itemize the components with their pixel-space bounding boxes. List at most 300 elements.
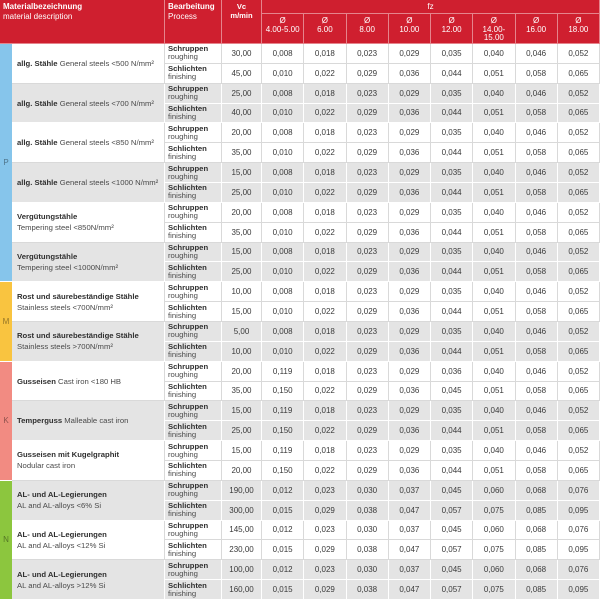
fz-value: 0,051 [473, 302, 515, 322]
fz-value: 0,037 [389, 481, 431, 501]
fz-value: 0,085 [516, 501, 558, 521]
fz-value: 0,008 [262, 282, 304, 302]
fz-value: 0,037 [389, 560, 431, 580]
process-label-de: Schlichten [168, 580, 207, 590]
process-label-en: roughing [168, 528, 198, 538]
process-cell [165, 461, 222, 481]
fz-value: 0,029 [389, 84, 431, 104]
process-label-en: finishing [168, 72, 197, 82]
fz-value: 0,058 [516, 302, 558, 322]
fz-value: 0,023 [347, 243, 389, 263]
fz-value: 0,052 [558, 84, 600, 104]
diameter-value: 8.00 [359, 24, 375, 34]
process-label-en: finishing [168, 429, 197, 439]
fz-value: 0,036 [431, 362, 473, 382]
header-process-en: Process [168, 11, 197, 21]
fz-value: 0,022 [304, 342, 346, 362]
fz-value: 0,044 [431, 223, 473, 243]
process-label-de: Schruppen [168, 481, 209, 491]
fz-value: 0,022 [304, 421, 346, 441]
fz-value: 0,046 [516, 282, 558, 302]
fz-value: 0,029 [304, 540, 346, 560]
vc-value: 20,00 [222, 461, 262, 481]
diameter-symbol: Ø [321, 16, 328, 25]
fz-value: 0,044 [431, 421, 473, 441]
fz-value: 0,045 [431, 481, 473, 501]
fz-value: 0,029 [347, 421, 389, 441]
fz-value: 0,052 [558, 123, 600, 143]
process-label-de: Schlichten [168, 540, 207, 550]
process-cell [165, 560, 222, 580]
fz-value: 0,052 [558, 322, 600, 342]
vc-value: 20,00 [222, 123, 262, 143]
material-name-en: General steels <850 N/mm² [59, 138, 154, 148]
process-label-en: finishing [168, 270, 197, 280]
fz-value: 0,052 [558, 362, 600, 382]
fz-value: 0,040 [473, 203, 515, 223]
diameter-value: 16.00 [526, 24, 547, 34]
vc-value: 15,00 [222, 302, 262, 322]
fz-value: 0,085 [516, 580, 558, 600]
fz-value: 0,051 [473, 262, 515, 282]
material-name-de: allg. Stähle [17, 98, 58, 108]
fz-value: 0,029 [347, 262, 389, 282]
fz-value: 0,022 [304, 104, 346, 124]
process-cell [165, 262, 222, 282]
group-strip-p [0, 44, 12, 282]
fz-value: 0,075 [473, 540, 515, 560]
fz-value: 0,052 [558, 163, 600, 183]
fz-value: 0,046 [516, 401, 558, 421]
vc-value: 15,00 [222, 401, 262, 421]
vc-value: 145,00 [222, 521, 262, 541]
fz-value: 0,058 [516, 223, 558, 243]
process-label-de: Schlichten [168, 461, 207, 471]
fz-value: 0,035 [431, 243, 473, 263]
fz-value: 0,022 [304, 262, 346, 282]
material-name-de: AL- und AL-Legierungen [17, 529, 107, 539]
fz-value: 0,023 [347, 362, 389, 382]
fz-value: 0,010 [262, 183, 304, 203]
diameter-header [558, 14, 600, 44]
material-name-en: Tempering steel <1000N/mm² [17, 262, 119, 272]
material-name [17, 177, 164, 188]
fz-value: 0,051 [473, 382, 515, 402]
process-label-en: finishing [168, 310, 197, 320]
fz-value: 0,058 [516, 143, 558, 163]
fz-value: 0,065 [558, 262, 600, 282]
fz-value: 0,035 [431, 163, 473, 183]
fz-value: 0,046 [516, 362, 558, 382]
fz-value: 0,040 [473, 362, 515, 382]
fz-value: 0,068 [516, 481, 558, 501]
fz-value: 0,065 [558, 143, 600, 163]
material-name-de: allg. Stähle [17, 58, 58, 68]
fz-value: 0,029 [304, 580, 346, 600]
fz-value: 0,012 [262, 481, 304, 501]
fz-value: 0,035 [431, 84, 473, 104]
material-cell [12, 560, 165, 600]
fz-value: 0,030 [347, 521, 389, 541]
process-label-de: Schlichten [168, 262, 207, 272]
fz-value: 0,040 [473, 243, 515, 263]
process-cell [165, 123, 222, 143]
fz-value: 0,040 [473, 282, 515, 302]
fz-value: 0,058 [516, 183, 558, 203]
material-name-de: Gusseisen [17, 376, 56, 386]
fz-value: 0,023 [347, 203, 389, 223]
process-label-de: Schruppen [168, 322, 209, 332]
vc-value: 5,00 [222, 322, 262, 342]
process-cell [165, 243, 222, 263]
fz-value: 0,046 [516, 322, 558, 342]
vc-value: 15,00 [222, 441, 262, 461]
diameter-value: 12.00 [441, 24, 462, 34]
process-label-de: Schruppen [168, 163, 209, 173]
fz-value: 0,065 [558, 302, 600, 322]
fz-value: 0,095 [558, 501, 600, 521]
diameter-symbol: Ø [490, 16, 497, 25]
fz-value: 0,052 [558, 282, 600, 302]
fz-value: 0,040 [473, 401, 515, 421]
fz-value: 0,035 [431, 44, 473, 64]
fz-value: 0,044 [431, 302, 473, 322]
fz-value: 0,065 [558, 461, 600, 481]
fz-value: 0,036 [389, 104, 431, 124]
process-label-en: roughing [168, 290, 198, 300]
fz-value: 0,036 [389, 302, 431, 322]
fz-value: 0,051 [473, 143, 515, 163]
fz-value: 0,036 [389, 461, 431, 481]
fz-value: 0,008 [262, 243, 304, 263]
diameter-header [304, 14, 346, 44]
vc-value: 40,00 [222, 104, 262, 124]
group-letter: P [3, 158, 9, 168]
fz-value: 0,052 [558, 401, 600, 421]
process-label-de: Schlichten [168, 143, 207, 153]
process-cell [165, 401, 222, 421]
material-cell [12, 362, 165, 402]
header-vc-label: Vc [236, 2, 247, 11]
fz-value: 0,119 [262, 401, 304, 421]
fz-value: 0,051 [473, 223, 515, 243]
process-label-de: Schruppen [168, 362, 209, 372]
material-name-de: allg. Stähle [17, 177, 58, 187]
process-label-en: roughing [168, 92, 198, 102]
process-cell [165, 382, 222, 402]
diameter-header [262, 14, 304, 44]
fz-value: 0,023 [347, 44, 389, 64]
fz-value: 0,040 [473, 322, 515, 342]
vc-value: 160,00 [222, 580, 262, 600]
fz-value: 0,023 [347, 401, 389, 421]
fz-value: 0,029 [389, 362, 431, 382]
fz-value: 0,022 [304, 223, 346, 243]
process-cell [165, 421, 222, 441]
process-label-en: roughing [168, 409, 198, 419]
process-label-en: finishing [168, 350, 197, 360]
fz-value: 0,060 [473, 521, 515, 541]
process-label-en: finishing [168, 389, 197, 399]
process-label-en: finishing [168, 231, 197, 241]
fz-value: 0,029 [304, 501, 346, 521]
fz-value: 0,022 [304, 461, 346, 481]
process-cell [165, 64, 222, 84]
material-cell [12, 203, 165, 243]
fz-value: 0,051 [473, 64, 515, 84]
vc-value: 35,00 [222, 143, 262, 163]
fz-value: 0,023 [304, 481, 346, 501]
fz-value: 0,051 [473, 342, 515, 362]
fz-value: 0,029 [389, 123, 431, 143]
vc-value: 100,00 [222, 560, 262, 580]
fz-value: 0,057 [431, 540, 473, 560]
fz-value: 0,018 [304, 203, 346, 223]
group-letter: N [3, 535, 9, 545]
material-name-en: Stainless steels <700N/mm² [17, 302, 113, 312]
header-fz-label: fz [427, 2, 434, 11]
fz-value: 0,052 [558, 203, 600, 223]
fz-value: 0,076 [558, 521, 600, 541]
process-cell [165, 342, 222, 362]
material-name-de: Vergütungstähle [17, 251, 78, 261]
material-cell [12, 243, 165, 283]
fz-value: 0,051 [473, 104, 515, 124]
fz-value: 0,022 [304, 183, 346, 203]
diameter-value: 14.00-15.00 [482, 24, 506, 42]
fz-value: 0,029 [347, 342, 389, 362]
diameter-symbol: Ø [533, 16, 540, 25]
fz-value: 0,018 [304, 282, 346, 302]
fz-value: 0,023 [347, 84, 389, 104]
fz-value: 0,012 [262, 560, 304, 580]
fz-value: 0,046 [516, 44, 558, 64]
diameter-value: 4.00-5.00 [265, 24, 300, 34]
vc-value: 25,00 [222, 262, 262, 282]
fz-value: 0,023 [347, 282, 389, 302]
fz-value: 0,046 [516, 163, 558, 183]
fz-value: 0,018 [304, 441, 346, 461]
fz-value: 0,046 [516, 123, 558, 143]
process-label-de: Schlichten [168, 381, 207, 391]
diameter-header [473, 14, 515, 44]
fz-value: 0,044 [431, 64, 473, 84]
fz-value: 0,029 [389, 203, 431, 223]
fz-value: 0,047 [389, 580, 431, 600]
fz-value: 0,058 [516, 64, 558, 84]
process-label-de: Schruppen [168, 203, 209, 213]
fz-value: 0,046 [516, 441, 558, 461]
fz-value: 0,065 [558, 104, 600, 124]
fz-value: 0,068 [516, 521, 558, 541]
process-label-en: finishing [168, 191, 197, 201]
process-label-en: roughing [168, 52, 198, 62]
fz-value: 0,060 [473, 560, 515, 580]
process-label-en: finishing [168, 588, 197, 598]
fz-value: 0,036 [389, 342, 431, 362]
vc-value: 230,00 [222, 540, 262, 560]
fz-value: 0,040 [473, 44, 515, 64]
process-label-de: Schlichten [168, 421, 207, 431]
fz-value: 0,044 [431, 104, 473, 124]
vc-value: 15,00 [222, 163, 262, 183]
header-fz [262, 0, 600, 14]
process-cell [165, 163, 222, 183]
fz-value: 0,029 [347, 382, 389, 402]
process-label-en: roughing [168, 370, 198, 380]
process-cell [165, 362, 222, 382]
diameter-header [431, 14, 473, 44]
process-label-en: finishing [168, 509, 197, 519]
material-name [17, 376, 164, 387]
process-label-de: Schlichten [168, 223, 207, 233]
diameter-symbol: Ø [364, 16, 371, 25]
fz-value: 0,068 [516, 560, 558, 580]
material-cell [12, 163, 165, 203]
material-name [17, 98, 164, 109]
material-name-de: Gusseisen mit Kugelgraphit [17, 450, 120, 460]
material-name-de: Rost und säurebeständige Stähle [17, 291, 139, 301]
fz-value: 0,045 [431, 521, 473, 541]
fz-value: 0,036 [389, 143, 431, 163]
fz-value: 0,035 [431, 203, 473, 223]
fz-value: 0,008 [262, 203, 304, 223]
header-vc [222, 0, 262, 44]
vc-value: 35,00 [222, 223, 262, 243]
material-name [17, 415, 164, 426]
fz-value: 0,023 [347, 163, 389, 183]
fz-value: 0,040 [473, 84, 515, 104]
process-label-en: roughing [168, 568, 198, 578]
fz-value: 0,076 [558, 481, 600, 501]
fz-value: 0,029 [347, 183, 389, 203]
fz-value: 0,052 [558, 243, 600, 263]
fz-value: 0,030 [347, 560, 389, 580]
fz-value: 0,018 [304, 123, 346, 143]
process-label-de: Schlichten [168, 501, 207, 511]
fz-value: 0,035 [431, 441, 473, 461]
fz-value: 0,119 [262, 362, 304, 382]
fz-value: 0,035 [431, 322, 473, 342]
vc-value: 45,00 [222, 64, 262, 84]
process-label-de: Schlichten [168, 302, 207, 312]
fz-value: 0,023 [304, 560, 346, 580]
fz-value: 0,046 [516, 243, 558, 263]
process-label-de: Schruppen [168, 441, 209, 451]
header-vc-unit: m/min [230, 11, 253, 20]
process-cell [165, 203, 222, 223]
fz-value: 0,015 [262, 540, 304, 560]
fz-value: 0,065 [558, 183, 600, 203]
fz-value: 0,023 [347, 123, 389, 143]
process-label-de: Schlichten [168, 183, 207, 193]
material-name-en: Nodular cast iron [17, 461, 76, 471]
fz-value: 0,045 [431, 382, 473, 402]
material-name-en: Malleable cast iron [64, 416, 129, 426]
process-label-de: Schruppen [168, 560, 209, 570]
fz-value: 0,044 [431, 461, 473, 481]
process-label-en: finishing [168, 548, 197, 558]
fz-value: 0,036 [389, 421, 431, 441]
fz-value: 0,035 [431, 123, 473, 143]
fz-value: 0,046 [516, 84, 558, 104]
fz-value: 0,029 [389, 44, 431, 64]
process-label-de: Schlichten [168, 64, 207, 74]
fz-value: 0,018 [304, 84, 346, 104]
process-label-en: finishing [168, 469, 197, 479]
process-label-de: Schruppen [168, 44, 209, 54]
header-material-de: Materialbezeichnung [3, 2, 83, 11]
process-cell [165, 143, 222, 163]
fz-value: 0,018 [304, 243, 346, 263]
fz-value: 0,029 [347, 64, 389, 84]
process-label-de: Schlichten [168, 103, 207, 113]
fz-value: 0,022 [304, 302, 346, 322]
material-name-de: allg. Stähle [17, 138, 58, 148]
material-name [17, 58, 164, 69]
fz-value: 0,036 [389, 64, 431, 84]
vc-value: 20,00 [222, 203, 262, 223]
process-label-en: finishing [168, 111, 197, 121]
process-label-en: roughing [168, 211, 198, 221]
material-cell [12, 44, 165, 84]
fz-value: 0,018 [304, 362, 346, 382]
fz-value: 0,029 [389, 163, 431, 183]
fz-value: 0,029 [347, 223, 389, 243]
fz-value: 0,065 [558, 223, 600, 243]
vc-value: 10,00 [222, 282, 262, 302]
fz-value: 0,023 [304, 521, 346, 541]
fz-value: 0,040 [473, 123, 515, 143]
process-label-de: Schlichten [168, 342, 207, 352]
fz-value: 0,010 [262, 302, 304, 322]
fz-value: 0,023 [347, 441, 389, 461]
fz-value: 0,018 [304, 322, 346, 342]
fz-value: 0,010 [262, 104, 304, 124]
fz-value: 0,029 [389, 322, 431, 342]
group-strip-k [0, 362, 12, 481]
vc-value: 25,00 [222, 84, 262, 104]
fz-value: 0,057 [431, 501, 473, 521]
process-cell [165, 481, 222, 501]
process-cell [165, 501, 222, 521]
fz-value: 0,023 [347, 322, 389, 342]
material-name-en: AL and AL-alloys <6% Si [17, 501, 102, 511]
process-label-en: roughing [168, 489, 198, 499]
material-name-en: General steels <700 N/mm² [59, 98, 154, 108]
vc-value: 190,00 [222, 481, 262, 501]
process-cell [165, 104, 222, 124]
fz-value: 0,012 [262, 521, 304, 541]
header-process [165, 0, 222, 44]
fz-value: 0,008 [262, 322, 304, 342]
fz-value: 0,010 [262, 262, 304, 282]
fz-value: 0,008 [262, 163, 304, 183]
process-label-en: roughing [168, 449, 198, 459]
process-label-en: roughing [168, 171, 198, 181]
fz-value: 0,051 [473, 183, 515, 203]
fz-value: 0,051 [473, 461, 515, 481]
fz-value: 0,065 [558, 421, 600, 441]
fz-value: 0,075 [473, 580, 515, 600]
fz-value: 0,018 [304, 401, 346, 421]
diameter-symbol: Ø [575, 16, 582, 25]
fz-value: 0,052 [558, 44, 600, 64]
process-cell [165, 84, 222, 104]
material-name-de: Temperguss [17, 416, 63, 426]
vc-value: 35,00 [222, 382, 262, 402]
fz-value: 0,058 [516, 461, 558, 481]
